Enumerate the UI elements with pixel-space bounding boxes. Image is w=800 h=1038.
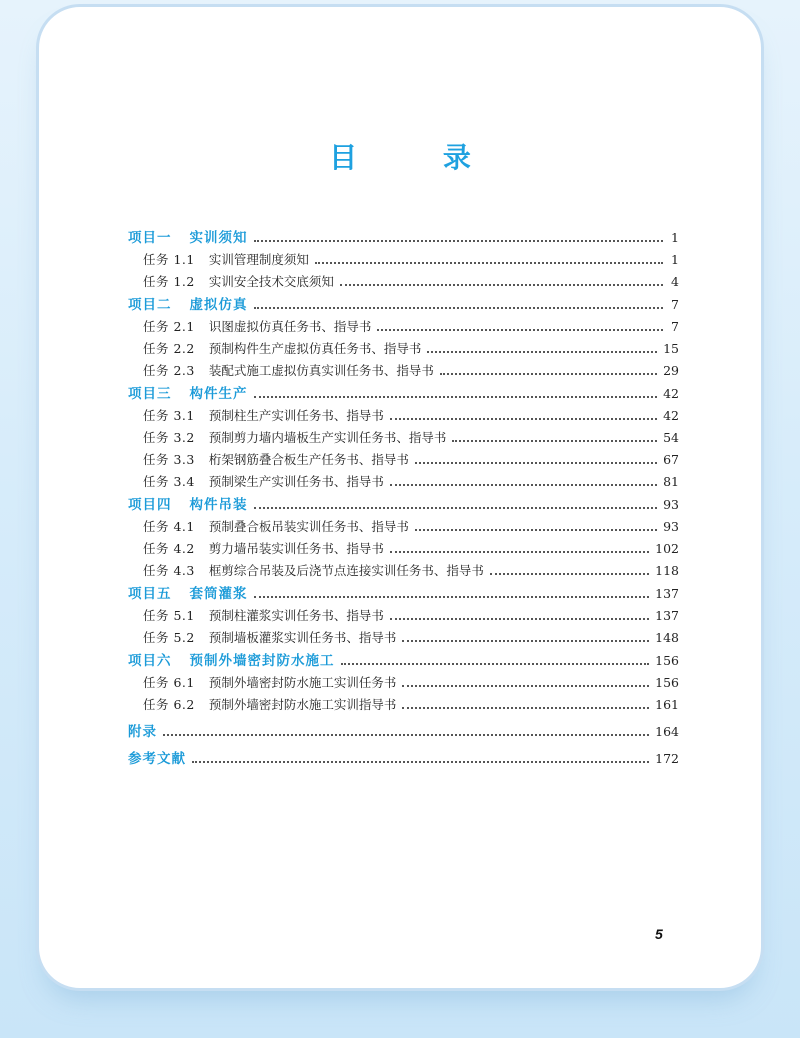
toc-project-heading [128, 227, 248, 250]
dot-leader [402, 640, 649, 642]
dot-leader [390, 484, 657, 486]
dot-leader [254, 240, 664, 242]
toc-page-number: 156 [655, 653, 679, 668]
toc-task-title: 预制叠合板吊装实训任务书、指导书 [208, 519, 409, 534]
toc-project-row[interactable] [128, 720, 679, 743]
toc-project-label: 项目三 [128, 386, 172, 402]
toc-project-row[interactable] [128, 649, 679, 672]
toc-project-name: 实训须知 [189, 230, 248, 246]
toc-project-label: 参考文献 [128, 751, 186, 767]
toc-task-title: 预制墙板灌浆实训任务书、指导书 [208, 630, 397, 645]
toc-task-title: 预制梁生产实训任务书、指导书 [208, 474, 384, 489]
toc-task-title: 剪力墙吊装实训任务书、指导书 [208, 541, 384, 556]
toc-task-row[interactable] [128, 605, 679, 627]
dot-leader [390, 618, 649, 620]
toc-task-title: 预制柱生产实训任务书、指导书 [208, 408, 384, 423]
toc-task-number: 任务 6.2 [143, 697, 195, 712]
toc-task-row[interactable] [128, 449, 679, 471]
toc-project-heading [128, 294, 248, 317]
toc-task-title: 预制外墙密封防水施工实训任务书 [208, 675, 397, 690]
toc-task-title: 实训安全技术交底须知 [208, 274, 334, 289]
toc-project-name: 构件生产 [189, 386, 248, 402]
dot-leader [452, 440, 657, 442]
toc-task-number: 任务 3.2 [143, 430, 195, 445]
toc-page-number: 4 [671, 274, 679, 289]
toc-task-title: 预制构件生产虚拟仿真任务书、指导书 [208, 341, 422, 356]
toc-task-number: 任务 5.1 [143, 608, 195, 623]
toc-project-name: 构件吊装 [189, 497, 248, 513]
dot-leader [254, 307, 664, 309]
toc-task-row[interactable] [128, 316, 679, 338]
toc-task-number: 任务 4.1 [143, 519, 195, 534]
dot-leader [341, 663, 650, 665]
toc-project-name: 套筒灌浆 [189, 586, 248, 602]
toc-project-heading [128, 721, 157, 744]
toc-task-title: 预制剪力墙内墙板生产实训任务书、指导书 [208, 430, 447, 445]
toc-task-row[interactable] [128, 427, 679, 449]
toc-task-row[interactable] [128, 516, 679, 538]
toc-task-row[interactable] [128, 672, 679, 694]
toc-project-row[interactable] [128, 382, 679, 405]
toc-project-name: 预制外墙密封防水施工 [189, 653, 335, 669]
toc-page-number: 29 [663, 363, 679, 378]
toc-project-row[interactable] [128, 293, 679, 316]
toc-page-number: 93 [663, 497, 679, 512]
toc-page-number: 164 [655, 724, 679, 739]
toc-page-number: 7 [671, 319, 679, 334]
toc-task-row[interactable] [128, 405, 679, 427]
toc-task-row[interactable] [128, 627, 679, 649]
toc-task-row[interactable] [128, 560, 679, 582]
toc-page-number: 1 [671, 230, 679, 245]
spacer [128, 770, 679, 774]
toc-project-row[interactable] [128, 747, 679, 770]
dot-leader [390, 551, 649, 553]
toc-task-title: 预制外墙密封防水施工实训指导书 [208, 697, 397, 712]
toc-task-number: 任务 2.2 [143, 341, 195, 356]
toc-project-row[interactable] [128, 226, 679, 249]
page-number: 5 [655, 926, 663, 942]
toc-task-number: 任务 6.1 [143, 675, 195, 690]
toc-project-label: 项目二 [128, 297, 172, 313]
toc-project-heading [128, 583, 248, 606]
dot-leader [490, 573, 649, 575]
toc-page-number: 137 [655, 608, 679, 623]
dot-leader [315, 262, 663, 264]
dot-leader [254, 507, 658, 509]
dot-leader [402, 685, 649, 687]
dot-leader [402, 707, 649, 709]
dot-leader [163, 734, 649, 736]
toc-page-number: 54 [663, 430, 679, 445]
toc-page-number: 118 [655, 563, 679, 578]
toc-task-number: 任务 3.1 [143, 408, 195, 423]
toc-page-number: 67 [663, 452, 679, 467]
toc-page-number: 42 [663, 408, 679, 423]
toc-project-label: 项目一 [128, 230, 172, 246]
dot-leader [390, 418, 657, 420]
toc-project-heading [128, 650, 335, 673]
dot-leader [254, 396, 658, 398]
toc-page-number: 137 [655, 586, 679, 601]
toc-project-label: 项目五 [128, 586, 172, 602]
toc-page-number: 81 [663, 474, 679, 489]
toc-task-number: 任务 2.3 [143, 363, 195, 378]
toc-task-row[interactable] [128, 338, 679, 360]
toc-page-number: 102 [655, 541, 679, 556]
toc-task-number: 任务 1.1 [143, 252, 195, 267]
toc-task-title: 框剪综合吊装及后浇节点连接实训任务书、指导书 [208, 563, 484, 578]
toc-project-label: 项目六 [128, 653, 172, 669]
toc-task-row[interactable] [128, 471, 679, 493]
toc-project-row[interactable] [128, 582, 679, 605]
toc-page-number: 148 [655, 630, 679, 645]
toc-task-title: 装配式施工虚拟仿真实训任务书、指导书 [208, 363, 434, 378]
toc-project-heading [128, 494, 248, 517]
toc-page-number: 7 [671, 297, 679, 312]
toc-task-number: 任务 4.3 [143, 563, 195, 578]
dot-leader [415, 462, 657, 464]
toc-project-label: 附录 [128, 724, 157, 740]
toc-task-title: 预制柱灌浆实训任务书、指导书 [208, 608, 384, 623]
toc-project-row[interactable] [128, 493, 679, 516]
dot-leader [415, 529, 657, 531]
toc-task-title: 实训管理制度须知 [208, 252, 309, 267]
toc-task-number: 任务 5.2 [143, 630, 195, 645]
toc-task-title: 识图虚拟仿真任务书、指导书 [208, 319, 372, 334]
toc-project-name: 虚拟仿真 [189, 297, 248, 313]
dot-leader [427, 351, 657, 353]
toc-page-number: 161 [655, 697, 679, 712]
toc-page-number: 93 [663, 519, 679, 534]
toc-project-heading [128, 748, 186, 771]
toc-task-row[interactable] [128, 249, 679, 271]
toc-task-number: 任务 4.2 [143, 541, 195, 556]
toc-task-number: 任务 1.2 [143, 274, 195, 289]
toc-task-number: 任务 2.1 [143, 319, 195, 334]
toc-task-row[interactable] [128, 694, 679, 716]
dot-leader [254, 596, 650, 598]
toc-project-label: 项目四 [128, 497, 172, 513]
dot-leader [377, 329, 663, 331]
dot-leader [340, 284, 663, 286]
toc-page-number: 172 [655, 751, 679, 766]
toc-page-number: 1 [671, 252, 679, 267]
toc-task-number: 任务 3.4 [143, 474, 195, 489]
toc-task-row[interactable] [128, 271, 679, 293]
toc-task-title: 桁架钢筋叠合板生产任务书、指导书 [208, 452, 409, 467]
dot-leader [440, 373, 657, 375]
table-of-contents [128, 226, 679, 774]
toc-page-number: 42 [663, 386, 679, 401]
toc-task-number: 任务 3.3 [143, 452, 195, 467]
page-title: 目 录 [329, 141, 509, 174]
dot-leader [192, 761, 649, 763]
toc-task-row[interactable] [128, 538, 679, 560]
toc-project-heading [128, 383, 248, 406]
toc-task-row[interactable] [128, 360, 679, 382]
toc-page-number: 156 [655, 675, 679, 690]
toc-page-number: 15 [663, 341, 679, 356]
